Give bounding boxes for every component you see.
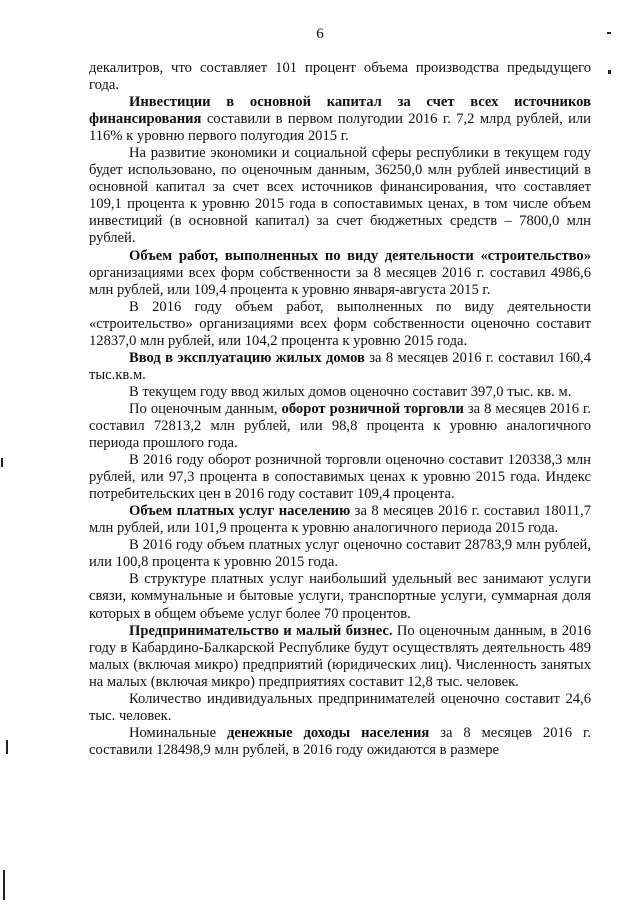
paragraph — [89, 350, 591, 384]
paragraph-text: По оценочным данным, в 2016 году в Кабардино-Балкарской Республике будут осуществлять деятельность 489 малых (включая микро) предприятий (юридических лиц). Численность занятых на малых (включая микро) предприятиях составит 12,8 тыс. человек. — [89, 622, 591, 690]
paragraph-text: за 8 месяцев 2016 г. составил 72813,2 млн рублей, или 98,8 процента к уровню аналогичного периода прошлого года. — [89, 400, 591, 452]
paragraph — [89, 571, 591, 622]
scan-mark — [3, 870, 5, 900]
paragraph — [89, 248, 591, 299]
paragraph-text: По оценочным данным, — [129, 400, 282, 417]
paragraph — [89, 623, 591, 691]
paragraph-text: составили в первом полугодии 2016 г. 7,2 млрд рублей, или 116% к уровню первого полугодия 2015 г. — [89, 111, 591, 145]
scan-mark — [607, 32, 611, 34]
paragraph-text: В 2016 году объем платных услуг оценочно составит 28783,9 млн рублей, или 100,8 процента к уровню 2015 года. — [89, 537, 591, 571]
scan-mark — [608, 70, 611, 74]
paragraph-text: На развитие экономики и социальной сферы республики в текущем году будет использовано, по оценочным данным, 36250,0 млн рублей инвестиций в основной капитал за счет всех источников финансирования, что составляет 109,1 процента к уровню 2015 года в сопоставимых ценах, в том числе объем инвестиций (в основной капитал) за счет бюджетных средств – 7800,0 млн рублей. — [89, 145, 591, 247]
paragraph — [89, 145, 591, 247]
paragraph — [89, 60, 591, 94]
paragraph-text: В структуре платных услуг наибольший удельный вес занимают услуги связи, коммунальные и бытовые услуги, транспортные услуги, суммарная доля которых в общем объеме услуг более 70 процентов. — [89, 571, 591, 622]
paragraph-text: Номинальные — [129, 724, 227, 741]
bold-heading-text: оборот розничной торговли — [281, 400, 464, 417]
paragraph-text: за 8 месяцев 2016 г. составил 18011,7 млн рублей, или 101,9 процента к уровню аналогичного периода 2015 года. — [89, 503, 591, 537]
bold-heading-text: Инвестиции в основной капитал за счет всех источников финансирования — [89, 94, 591, 128]
paragraph — [89, 94, 591, 145]
bold-heading-text: Объем работ, выполненных по виду деятельности «строительство» — [129, 247, 591, 264]
paragraph-text: за 8 месяцев 2016 г. составил 160,4 тыс.кв.м. — [89, 349, 591, 383]
scan-mark — [1, 458, 3, 467]
paragraph-text: декалитров, что составляет 101 процент объема производства предыдущего года. — [89, 60, 591, 94]
paragraph — [89, 537, 591, 571]
paragraph — [89, 503, 591, 537]
bold-heading-text: Предпринимательство и малый бизнес. — [129, 622, 393, 639]
bold-heading-text: Объем платных услуг населению — [129, 503, 351, 520]
page-number: 6 — [316, 26, 324, 42]
paragraph-text: организациями всех форм собственности за 8 месяцев 2016 г. составил 4986,6 млн рублей, или 109,4 процента к уровню января-августа 2015 г. — [89, 264, 591, 298]
paragraph — [89, 725, 591, 759]
paragraph — [89, 401, 591, 452]
scan-mark — [6, 740, 8, 754]
document-body — [89, 60, 591, 759]
bold-heading-text: денежные доходы населения — [226, 724, 430, 741]
paragraph — [89, 299, 591, 350]
paragraph-text: В 2016 году оборот розничной торговли оценочно составит 120338,3 млн рублей, или 97,3 процента в сопоставимых ценах к уровню 2015 года. Индекс потребительских цен в 2016 году составит 109,4 процента. — [89, 452, 591, 503]
paragraph-text: за 8 месяцев 2016 г. составили 128498,9 млн рублей, в 2016 году ожидаются в размере — [89, 724, 591, 758]
bold-heading-text: Ввод в эксплуатацию жилых домов — [129, 349, 365, 366]
paragraph-text: Количество индивидуальных предпринимателей оценочно составит 24,6 тыс. человек. — [89, 690, 591, 724]
paragraph — [89, 452, 591, 503]
paragraph-text: В 2016 году объем работ, выполненных по виду деятельности «строительство» организациями всех форм собственности оценочно составит 12837,0 млн рублей, или 104,2 процента к уровню 2015 года. — [89, 298, 591, 349]
paragraph — [89, 384, 591, 401]
paragraph — [89, 691, 591, 725]
paragraph-text: В текущем году ввод жилых домов оценочно составит 397,0 тыс. кв. м. — [129, 383, 572, 400]
